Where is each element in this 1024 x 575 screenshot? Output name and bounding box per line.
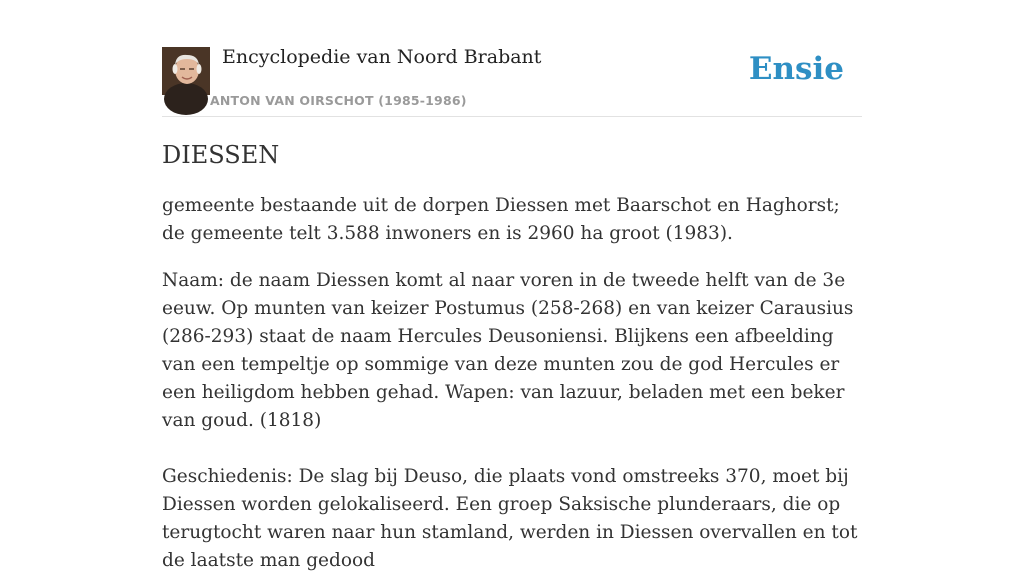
author-avatar[interactable] [162,47,210,95]
entry-content [162,140,862,575]
paragraph-spacer [162,435,862,463]
entry-paragraph-1: gemeente bestaande uit de dorpen Diessen met Baarschot en Haghorst; de gemeente telt 3.588 inwoners en is 2960 ha groot (1983). [162,195,840,244]
entry-title: DIESSEN [162,141,280,169]
author-name[interactable]: ANTON VAN OIRSCHOT (1985-1986) [210,93,467,108]
entry-paragraph-2: Naam: de naam Diessen komt al naar voren in de tweede helft van de 3e eeuw. Op munten van keizer Postumus (258-268) en van keizer Carausius (286-293) staat de naam Hercules Deusoniensi. Blijkens een afbeelding van een tempeltje op sommige van deze munten zou de god Hercules er een heiligdom hebben gehad. Wapen: van lazuur, beladen met een beker van goud. (1818) [162,270,854,431]
ensie-logo-link[interactable]: Ensie [748,51,844,87]
source-header [162,46,862,117]
entry-paragraph-3: Geschiedenis: De slag bij Deuso, die plaats vond omstreeks 370, moet bij Diessen worden gelokaliseerd. Een groep Saksische plunderaars, die op terugtocht waren naar hun stamland, werden in Diessen overvallen en tot de laatste man gedood [162,466,858,571]
avatar-portrait-icon [162,47,210,95]
source-title[interactable]: Encyclopedie van Noord Brabant [222,46,542,68]
